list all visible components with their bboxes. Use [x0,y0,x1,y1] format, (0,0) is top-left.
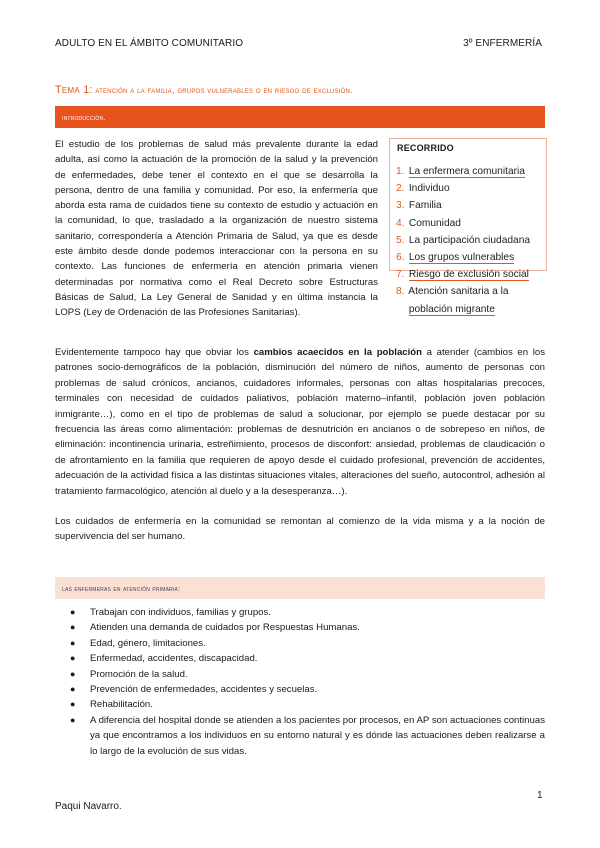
recorrido-item [396,283,544,300]
population-changes-paragraph [55,345,545,499]
paragraph-emphasis: cambios acaecidos en la población [253,347,423,358]
page-number: 1 [537,790,543,801]
community-care-paragraph: Los cuidados de enfermería en la comunidad se remontan al comienzo de la vida misma y a la noción de supervivencia del ser humano. [55,516,545,543]
recorrido-item [396,180,544,197]
list-item: ● Edad, género, limitaciones. [70,636,545,651]
recorrido-item [396,197,544,214]
recorrido-item-text: La enfermera comunitaria [408,166,525,177]
footer-author: Paqui Navarro. [55,801,122,812]
recorrido-item-text: Los grupos vulnerables [408,252,515,264]
recorrido-item-text: Individuo [408,183,450,195]
recorrido-title: RECORRIDO [397,143,454,153]
running-header-title: ADULTO EN EL ÁMBITO COMUNITARIO [55,38,244,49]
recorrido-item-text: población migrante [408,303,495,315]
recorrido-item-text: Familia [408,200,442,212]
intro-paragraph: El estudio de los problemas de salud más prevalente durante la edad adulta, así como la actuación de la promoción de la salud y la prevención de enfermedades, debe tener el contexto en el que se desarrolla la persona, dentro de una familia y comunidad. Por eso, la enfermería que aborda esta rama de cuidados tiene su contexto de estudio y actuación en la comunidad, lo que, trasladado a la organización de nuestro sistema sanitario, correspondería a Atención Primaria de Salud, ya que es desde este ámbito desde donde podemos interaccionar con la persona en su contexto. Las funciones de enfermería en atención primaria vienen determinadas por normativa como el Real Decreto sobre Estructuras Básicas de Salud, La Ley General de Sanidad y en última instancia la LOPS (Ley de Ordenación de las Profesiones Sanitarias). [55,139,378,319]
list-item: ● Trabajan con individuos, familias y grupos. [70,605,545,620]
recorrido-item [396,301,544,318]
list-item: ● A diferencia del hospital donde se atienden a los pacientes por procesos, en AP son actuaciones continuas ya que encontramos a los individuos en su entorno natural y es dónde las actuaciones deben realizarse a lo largo de la evolución de sus vidas. [70,713,545,759]
recorrido-item-number: 3. [396,200,405,212]
recorrido-item-number: 8. [396,286,405,298]
list-item: ● Enfermedad, accidentes, discapacidad. [70,651,545,666]
recorrido-list [396,163,544,318]
recorrido-item-number: 7. [396,269,405,281]
topic-heading [55,84,353,96]
list-item: ● Atienden una demanda de cuidados por Respuestas Humanas. [70,620,545,635]
paragraph-text: a atender (cambios en los patrones socio-demográficos de la población, disminución del número de niños, aumento de personas con problemas de salud crónicos, ancianos, cuidadores informales, personas con altas hospitalarias precoces, terminales con necesidad de cuidados paliativos, población materno–infantil, población joven población inmigrante…), como en el tipo de problemas de salud a solucionar, por ejemplo se puede destacar por su frecuencia las áreas como alimentación: problemas de desnutrición en ancianos o de sobrepeso en niños, de eliminación: incontinencia urinaria, estreñimiento, procesos de disconfort: ansiedad, problemas de claudicación o de afrontamiento en la familia que requieren de apoyo desde el cuidado profesional, prevención de accidentes, adecuación de la actividad física a las distintas situaciones vitales, alteraciones del sueño, autocontrol, adhesión al tratamiento farmacológico, atención al duelo y a la desesperanza…). [55,347,545,497]
paragraph-text: Evidentemente tampoco hay que obviar los [55,347,254,358]
running-header-course: 3º ENFERMERÍA [463,38,542,49]
recorrido-item-number: 6. [396,252,405,264]
recorrido-item [396,249,544,266]
recorrido-item-number: 1. [396,166,405,177]
recorrido-item-number: 2. [396,183,405,195]
intro-section-bar [55,106,545,128]
topic-title: atención a la familia, grupos vulnerables o en riesgo de exclusión. [95,85,353,95]
topic-label: Tema 1: [55,84,93,96]
primary-care-section-bar [55,577,545,599]
recorrido-item-text: Riesgo de exclusión social [408,269,529,281]
recorrido-item [396,266,544,283]
recorrido-item [396,215,544,232]
list-item: ● Prevención de enfermedades, accidentes y secuelas. [70,682,545,697]
recorrido-item-number: 5. [396,234,405,246]
intro-section-heading: introducción. [62,113,106,122]
recorrido-item-text: La participación ciudadana [408,234,531,246]
list-item: ● Promoción de la salud. [70,667,545,682]
primary-care-bullet-list [70,605,545,759]
recorrido-item [396,232,544,249]
recorrido-item-text: Comunidad [408,217,461,229]
primary-care-section-heading: las enfermeras en atención primaria: [62,584,181,593]
recorrido-item-number: 4. [396,217,405,229]
list-item: ● Rehabilitación. [70,697,545,712]
recorrido-item-text: Atención sanitaria a la [408,286,509,298]
recorrido-item [396,163,544,180]
